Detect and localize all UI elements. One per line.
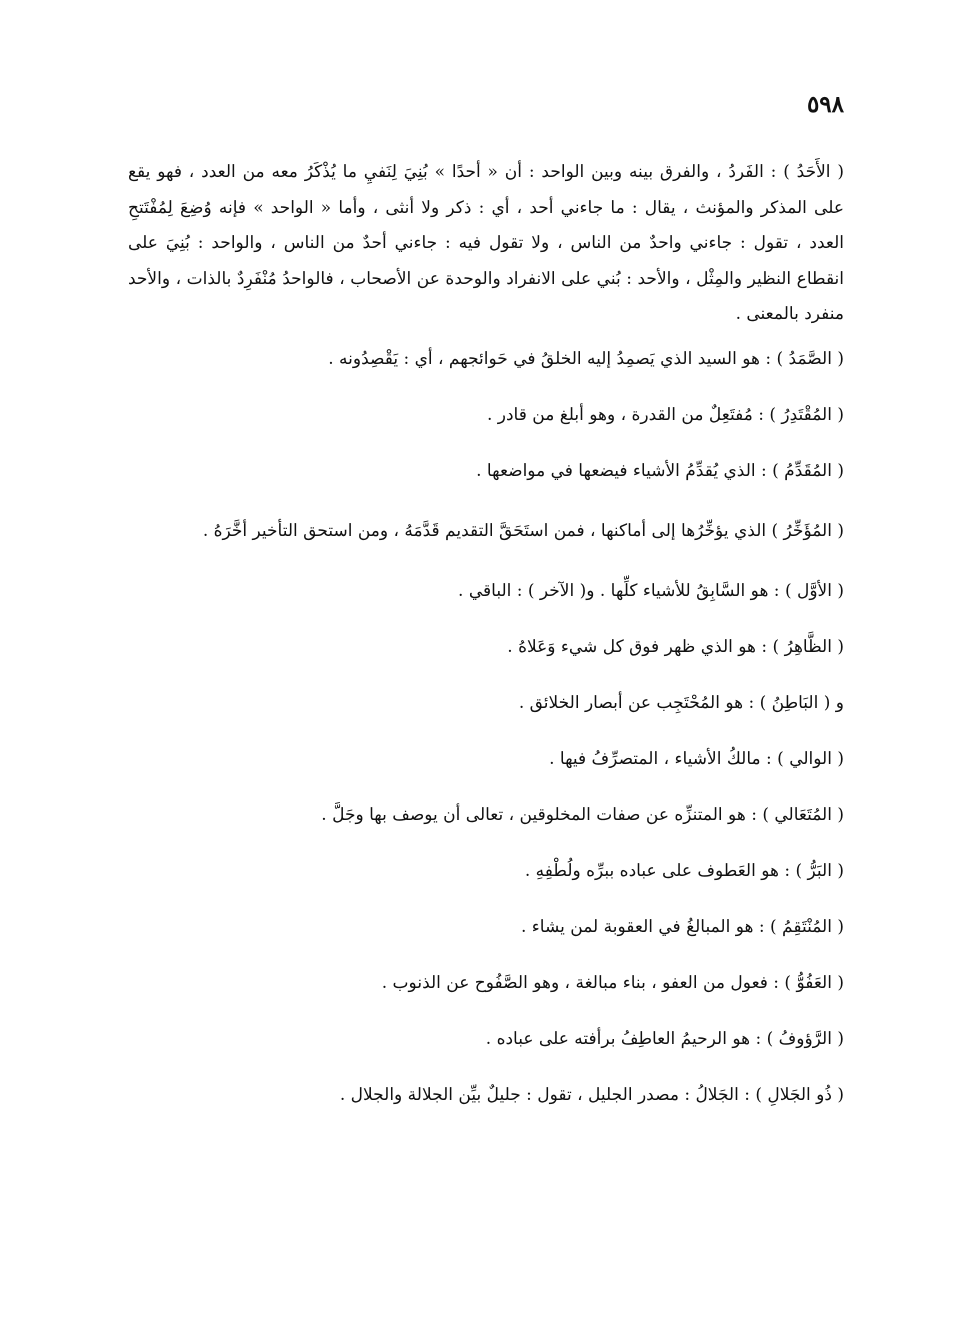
paragraph-al-muntaqim: ( المُنْتَقِمُ ) : هو المبالغُ في العقوبة لمن يشاء . <box>521 916 844 937</box>
paragraph-al-afuww: ( العَفُوُّ ) : فعول من العفو ، بناء مبالغة ، وهو الصَّفُوح عن الذنوب . <box>381 972 844 993</box>
paragraph-al-rauf: ( الرَّؤوفُ ) : هو الرحيمُ العاطِفُ برأفته على عباده . <box>485 1028 844 1049</box>
page-number: ٥٩٨ <box>806 91 844 118</box>
paragraph-al-muqtadir: ( المُقْتَدِرُ ) : مُفتَعِلٌ من القدرة ، وهو أبلغ من قادر . <box>486 404 844 425</box>
paragraph-al-muqaddim: ( المُقَدِّمُ ) : الذي يُقدِّمُ الأشياء فيضعها في مواضعها . <box>476 460 844 481</box>
page-content <box>128 155 844 1107</box>
paragraph-al-muakhkhir: ( المُؤَخِّرُ ) الذي يؤخِّرُها إلى أماكنها ، فمن استَحَقَّ التقديم قَدَّمَهُ ، ومن استحق التأخير أخَّرَهُ . <box>202 520 844 541</box>
paragraph-al-mutaali: ( المُتَعَالي ) : هو المتنزِّه عن صفات المخلوقين ، تعالى أن يوصف بها وجَلَّ . <box>321 804 844 825</box>
paragraph-al-barr: ( البَرُّ ) : هو العَطوف على عباده ببرِّه ولُطْفِهِ . <box>524 860 844 881</box>
paragraph-al-zahir: ( الظَّاهِرُ ) : هو الذي ظهر فوق كل شيء وَعَلاهُ . <box>507 636 844 657</box>
paragraph-dhul-jalal: ( ذُو الجَلالِ ) : الجَلالُ : مصدر الجليل ، تقول : جليلٌ بيِّن الجلالة والجلال . <box>339 1084 844 1105</box>
paragraph-al-awwal: ( الأوَّل ) : هو السَّابِقُ للأشياء كلِّها . و( الآخر ) : الباقي . <box>458 580 844 601</box>
paragraph-al-ahad: ( الأَحَدُ ) : الفَردُ ، والفرق بينه وبين الواحد : أن « أحدًا » بُنِيَ لِنَفيِ ما يُذْكَرُ معه من العدد ، فهو يقع على المذكر والمؤنث ، يقال : ما جاءني أحد ، أي : ذكر ولا أنثى ، وأما « الواحد » فإنه وُضِعَ لِمُفْتَتحِ العدد ، تقول : جاءني واحدٌ من الناس ، ولا تقول فيه : جاءني أحدٌ من الناس ، والواحد : بُنِيَ على انقطاع النظير والمِثْل ، والأحد : بُني على الانفراد والوحدة عن الأصحاب ، فالواحدُ مُنْفَرِدٌ بالذات ، والأحد منفرد بالمعنى . <box>128 162 844 324</box>
paragraph-al-wali: ( الوالي ) : مالكُ الأشياء ، المتصرِّفُ فيها . <box>549 748 844 769</box>
paragraph-al-samad: ( الصَّمَدُ ) : هو السيد الذي يَصمِدُ إليه الخلقُ في حَوائجهم ، أي : يَقْصِدُونه . <box>328 348 844 369</box>
paragraph-al-batin: و ( البَاطِنُ ) : هو المُحْتَجِب عن أبصار الخلائق . <box>518 692 844 713</box>
